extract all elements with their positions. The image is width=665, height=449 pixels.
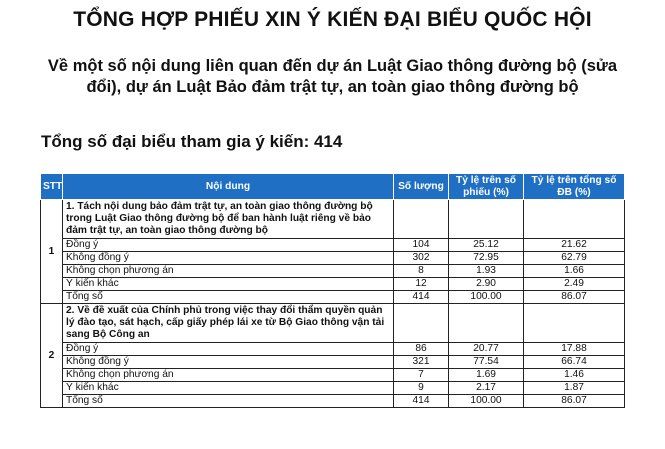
answer-label: Không đồng ý — [63, 356, 394, 369]
answer-pct-votes: 2.90 — [449, 278, 524, 291]
answer-pct-votes: 72.95 — [449, 252, 524, 265]
answer-pct-total: 62.79 — [524, 252, 625, 265]
answer-pct-total: 1.66 — [524, 265, 625, 278]
answer-pct-total: 1.46 — [524, 369, 625, 382]
table-row — [41, 356, 625, 369]
table-row — [41, 252, 625, 265]
table-row — [41, 343, 625, 356]
answer-pct-total: 21.62 — [524, 239, 625, 252]
answer-count: 104 — [394, 239, 449, 252]
table-row — [41, 239, 625, 252]
answer-pct-total: 86.07 — [524, 291, 625, 304]
answer-count: 414 — [394, 291, 449, 304]
survey-table — [40, 173, 625, 408]
answer-label: Tổng số — [63, 395, 394, 408]
answer-pct-votes: 1.93 — [449, 265, 524, 278]
answer-count: 7 — [394, 369, 449, 382]
answer-label: Không đồng ý — [63, 252, 394, 265]
question-row — [41, 304, 625, 343]
answer-label: Ý kiến khác — [63, 278, 394, 291]
header-count: Số lượng — [394, 174, 449, 200]
table-header-row — [41, 174, 625, 200]
answer-label: Không chọn phương án — [63, 265, 394, 278]
answer-pct-total: 17.88 — [524, 343, 625, 356]
header-content: Nội dung — [63, 174, 394, 200]
answer-count: 9 — [394, 382, 449, 395]
answer-label: Ý kiến khác — [63, 382, 394, 395]
answer-count: 8 — [394, 265, 449, 278]
answer-pct-votes: 25.12 — [449, 239, 524, 252]
answer-label: Không chọn phương án — [63, 369, 394, 382]
table-row — [41, 265, 625, 278]
question-row — [41, 200, 625, 239]
answer-count: 414 — [394, 395, 449, 408]
question-text: 1. Tách nội dung bảo đảm trật tự, an toàn giao thông đường bộ trong Luật Giao thông đường bộ để ban hành luật riêng về bảo đảm trật tự, an toàn giao thông đường bộ — [63, 200, 394, 239]
answer-count: 86 — [394, 343, 449, 356]
answer-pct-votes: 20.77 — [449, 343, 524, 356]
answer-pct-total: 1.87 — [524, 382, 625, 395]
header-pct-total: Tỷ lệ trên tổng số ĐB (%) — [524, 174, 625, 200]
answer-count: 302 — [394, 252, 449, 265]
answer-pct-votes: 1.69 — [449, 369, 524, 382]
answer-label: Đồng ý — [63, 343, 394, 356]
answer-label: Tổng số — [63, 291, 394, 304]
page-subtitle: Về một số nội dung liên quan đến dự án Luật Giao thông đường bộ (sửa đổi), dự án Luật Bảo đảm trật tự, an toàn giao thông đường bộ — [47, 57, 618, 96]
total-delegates: Tổng số đại biểu tham gia ý kiến: 414 — [41, 132, 343, 151]
header-stt: STT — [41, 174, 63, 200]
answer-label: Đồng ý — [63, 239, 394, 252]
page-title: TỔNG HỢP PHIẾU XIN Ý KIẾN ĐẠI BIỂU QUỐC HỘI — [73, 8, 592, 31]
table-row-total — [41, 395, 625, 408]
answer-pct-total: 86.07 — [524, 395, 625, 408]
answer-pct-total: 66.74 — [524, 356, 625, 369]
question-text: 2. Về đề xuất của Chính phủ trong việc thay đổi thẩm quyền quản lý đào tạo, sát hạch, cấp giấy phép lái xe từ Bộ Giao thông vận tải sang Bộ Công an — [63, 304, 394, 343]
table-row-total — [41, 291, 625, 304]
table-row — [41, 369, 625, 382]
answer-pct-votes: 77.54 — [449, 356, 524, 369]
answer-pct-votes: 100.00 — [449, 291, 524, 304]
answer-pct-total: 2.49 — [524, 278, 625, 291]
table-row — [41, 382, 625, 395]
question-number: 1 — [41, 200, 63, 304]
answer-pct-votes: 100.00 — [449, 395, 524, 408]
table-row — [41, 278, 625, 291]
question-number: 2 — [41, 304, 63, 408]
answer-pct-votes: 2.17 — [449, 382, 524, 395]
header-pct-votes: Tỷ lệ trên số phiếu (%) — [449, 174, 524, 200]
answer-count: 321 — [394, 356, 449, 369]
answer-count: 12 — [394, 278, 449, 291]
